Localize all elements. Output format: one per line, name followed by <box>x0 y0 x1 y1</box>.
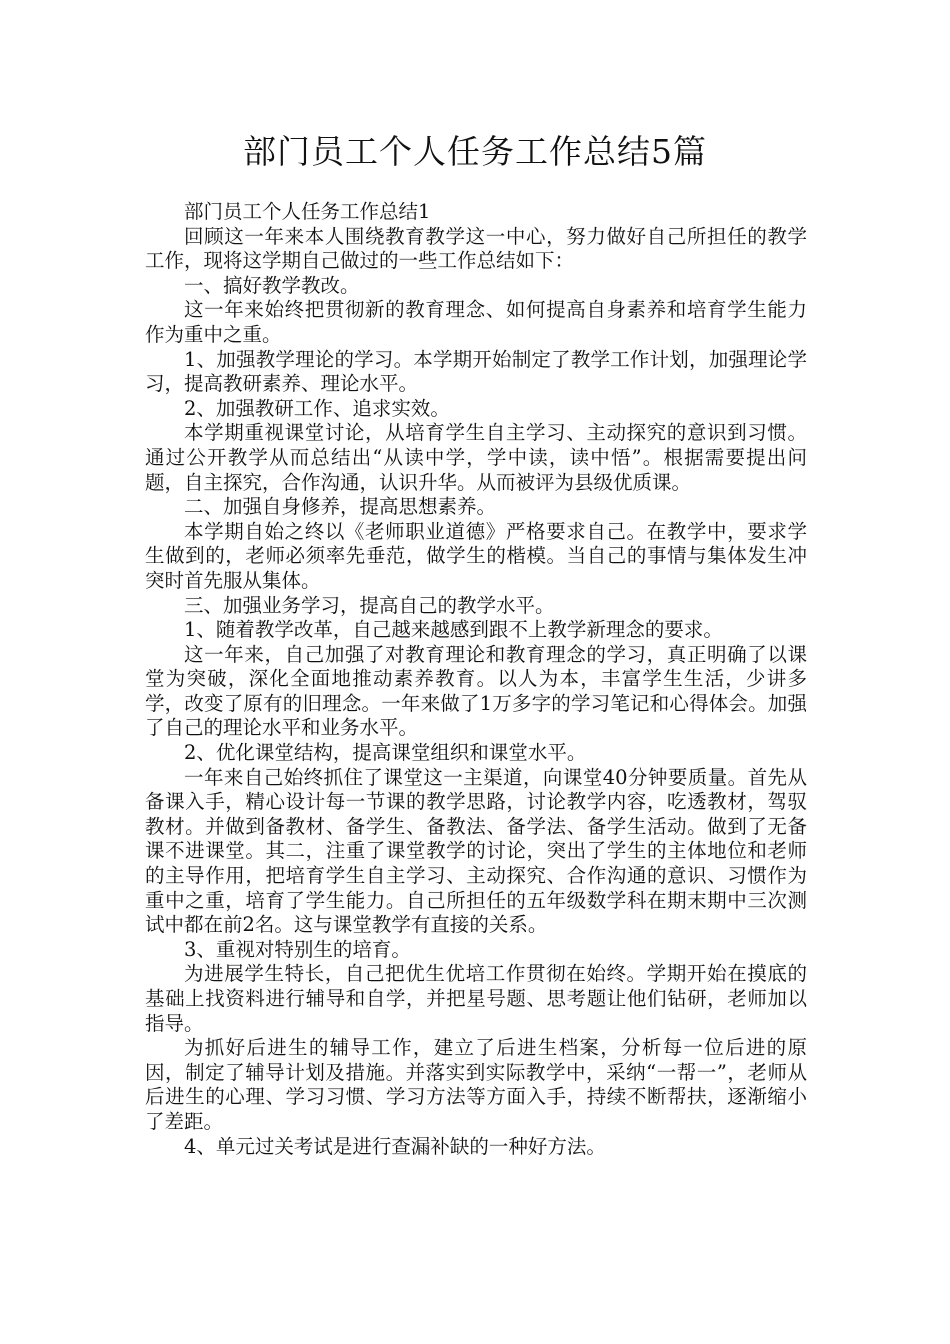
paragraph-subtitle: 部门员工个人任务工作总结1 <box>184 200 431 223</box>
paragraph: 这一年来始终把贯彻新的教育理念、如何提高自身素养和培育学生能力作为重中之重。 <box>145 298 807 346</box>
section-heading: 一、搞好教学教改。 <box>184 273 360 297</box>
subsection-heading: 3、重视对特别生的培育。 <box>184 937 411 961</box>
paragraph: 为进展学生特长，自己把优生优培工作贯彻在始终。学期开始在摸底的基础上找资料进行辅导和自学，并把星号题、思考题让他们钻研，老师加以指导。 <box>145 962 807 1035</box>
document-title: 部门员工个人任务工作总结5篇 <box>243 132 707 171</box>
paragraph: 本学期重视课堂讨论，从培育学生自主学习、主动探究的意识到习惯。通过公开教学从而总结出“从读中学，学中读，读中悟”。根据需要提出问题，自主探究，合作沟通，认识升华。从而被评为县级优质课。 <box>145 421 807 494</box>
subsection-heading: 2、优化课堂结构，提高课堂组织和课堂水平。 <box>184 741 587 765</box>
paragraph: 1、加强教学理论的学习。本学期开始制定了教学工作计划，加强理论学习，提高教研素养、理论水平。 <box>145 347 807 396</box>
section-heading: 三、加强业务学习，提高自己的教学水平。 <box>184 593 555 617</box>
document-body <box>145 200 807 1159</box>
section-heading: 二、加强自身修养，提高思想素养。 <box>184 495 497 519</box>
subsection-heading: 4、单元过关考试是进行查漏补缺的一种好方法。 <box>184 1134 606 1158</box>
subsection-heading: 1、随着教学改革，自己越来越感到跟不上教学新理念的要求。 <box>184 618 723 642</box>
paragraph: 回顾这一年来本人围绕教育教学这一中心，努力做好自己所担任的教学工作，现将这学期自己做过的一些工作总结如下： <box>145 224 807 273</box>
paragraph: 本学期自始之终以《老师职业道德》严格要求自己。在教学中，要求学生做到的，老师必须率先垂范，做学生的楷模。当自己的事情与集体发生冲突时首先服从集体。 <box>145 519 807 592</box>
paragraph: 这一年来，自己加强了对教育理论和教育理念的学习，真正明确了以课堂为突破，深化全面地推动素养教育。以人为本，丰富学生生活，少讲多学，改变了原有的旧理念。一年来做了1万多字的学习笔记和心得体会。加强了自己的理论水平和业务水平。 <box>145 642 807 740</box>
subsection-heading: 2、加强教研工作、追求实效。 <box>184 396 450 420</box>
paragraph: 为抓好后进生的辅导工作，建立了后进生档案，分析每一位后进的原因，制定了辅导计划及措施。并落实到实际教学中，采纳“一帮一”，老师从后进生的心理、学习习惯、学习方法等方面入手，持续不断帮扶，逐渐缩小了差距。 <box>145 1036 807 1133</box>
paragraph: 一年来自己始终抓住了课堂这一主渠道，向课堂40分钟要质量。首先从备课入手，精心设计每一节课的教学思路，讨论教学内容，吃透教材，驾驭教材。并做到备教材、备学生、备教法、备学法、备学生活动。做到了无备课不进课堂。其二，注重了课堂教学的讨论，突出了学生的主体地位和老师的主导作用，把培育学生自主学习、主动探究、合作沟通的意识、习惯作为重中之重，培育了学生能力。自己所担任的五年级数学科在期末期中三次测试中都在前2名。这与课堂教学有直接的关系。 <box>145 765 807 937</box>
